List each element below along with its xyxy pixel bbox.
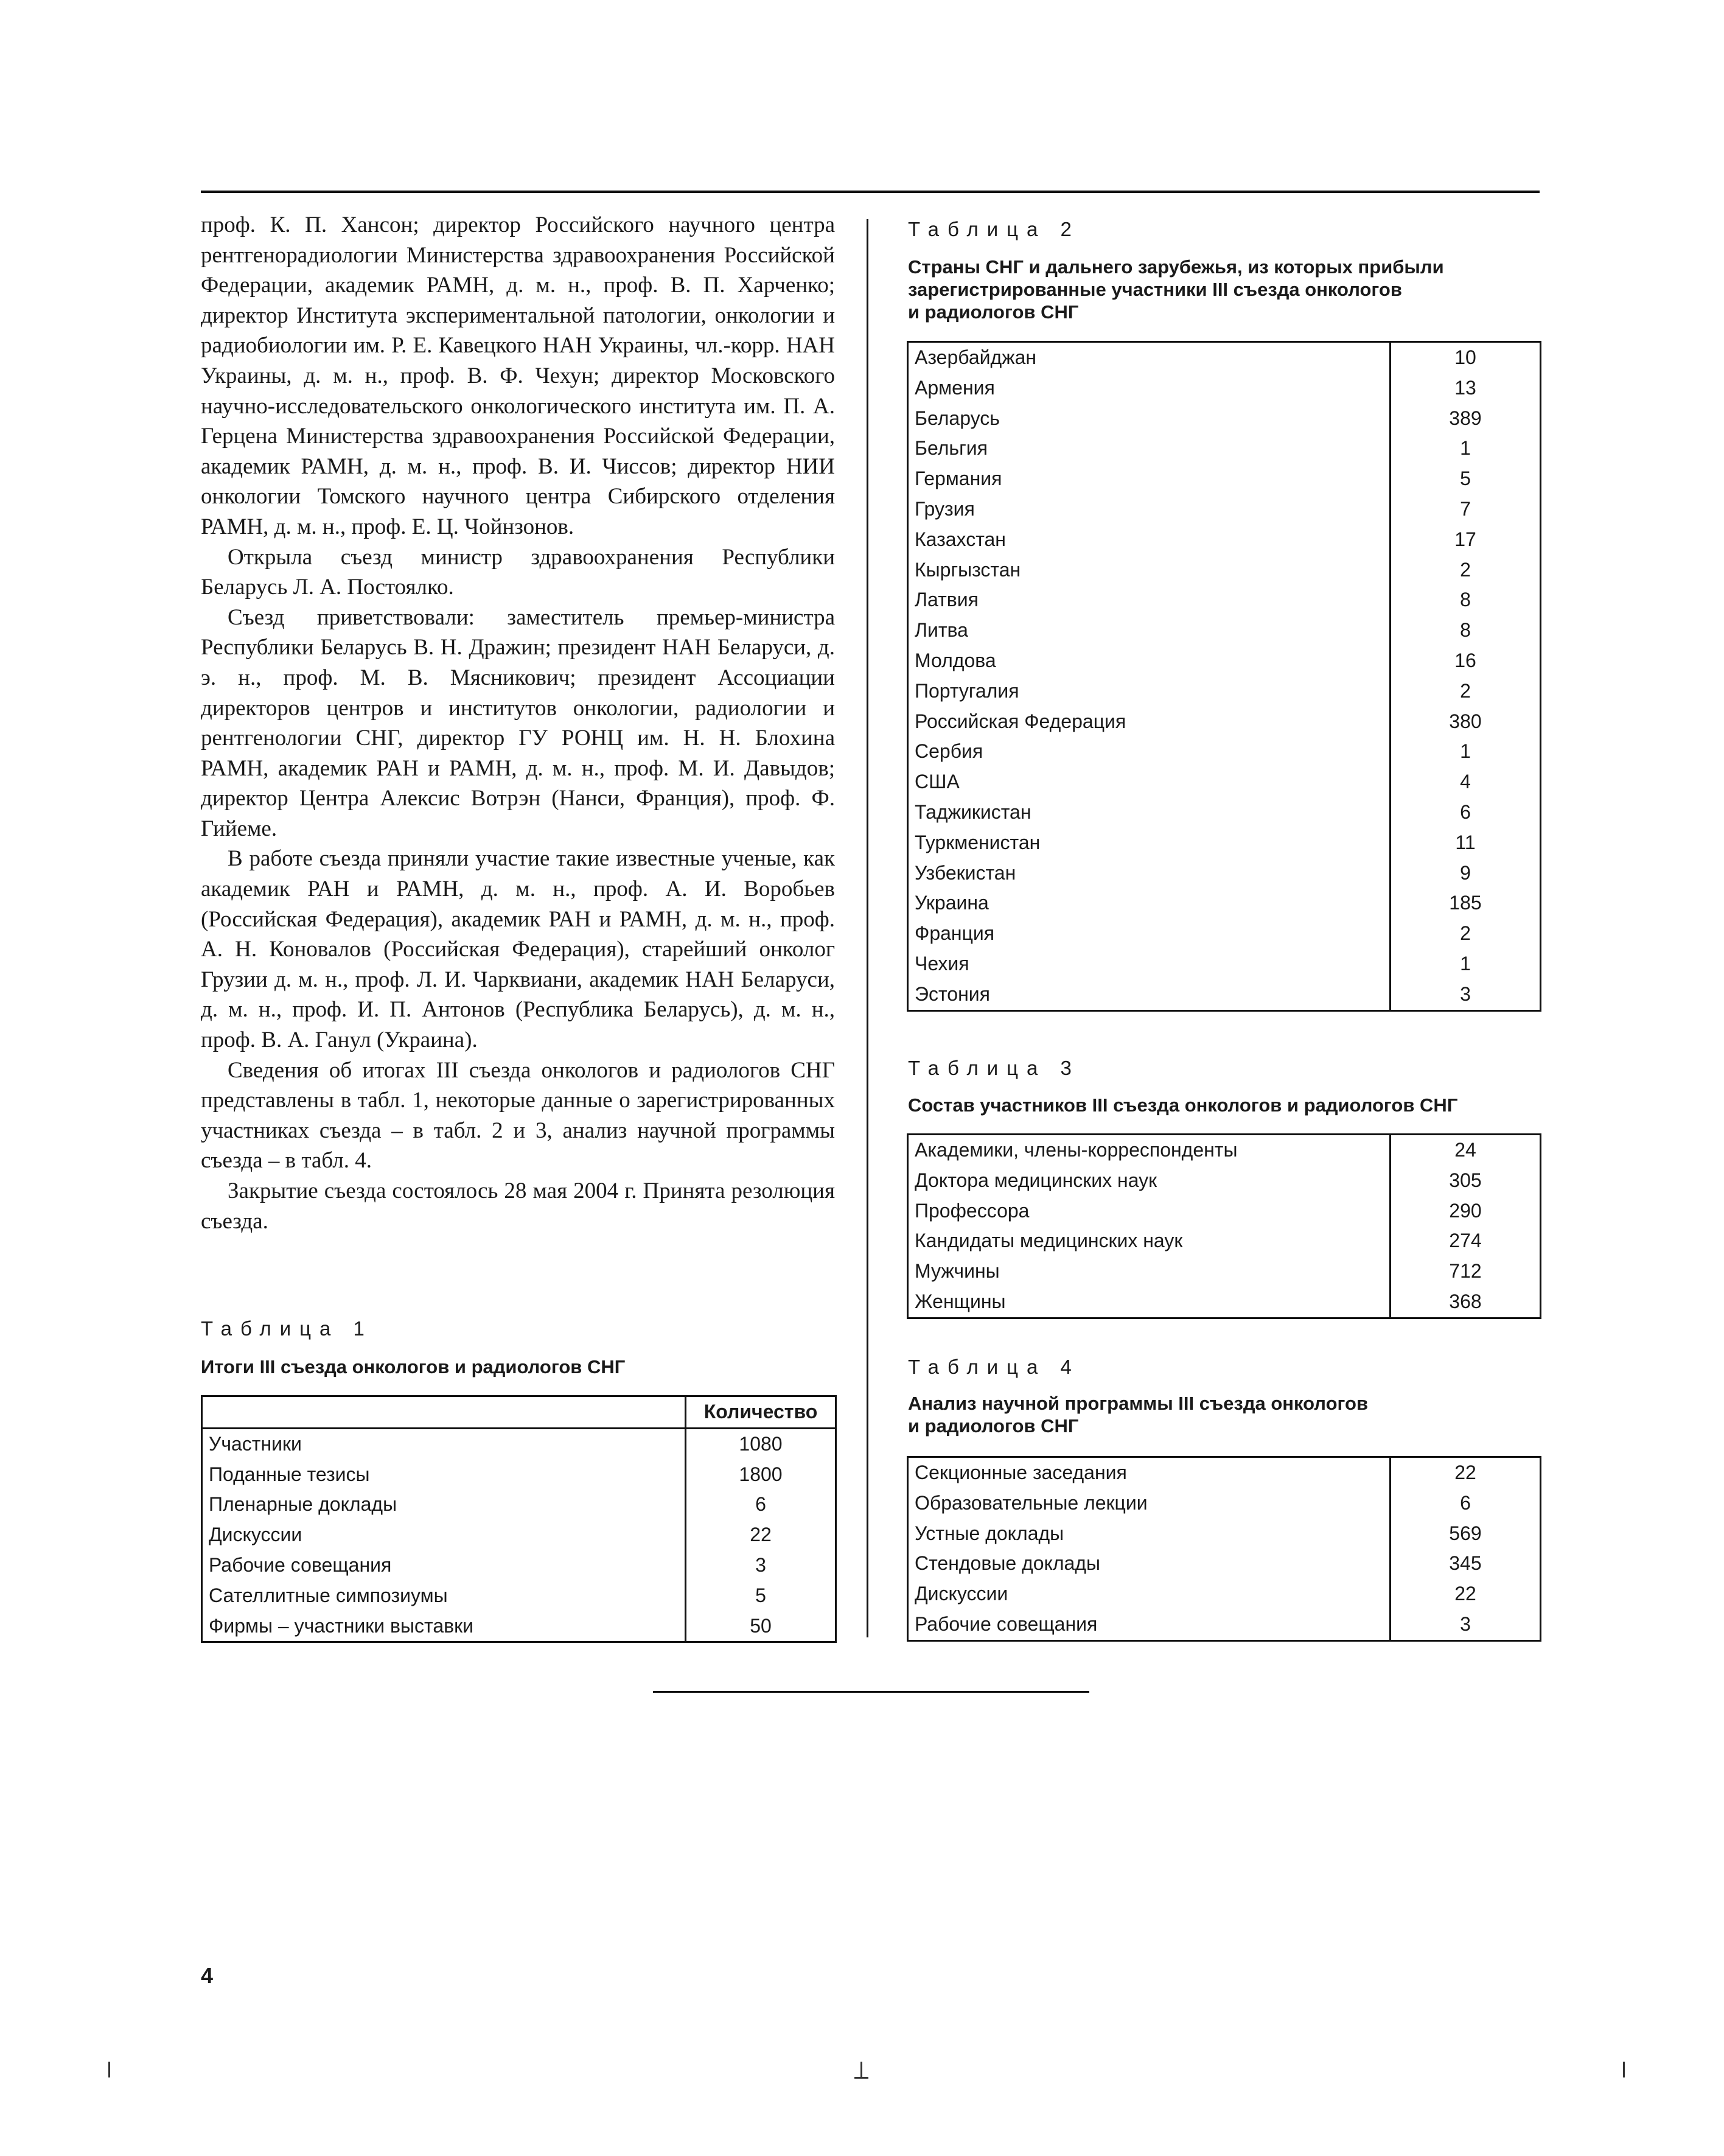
table-row <box>908 585 1541 615</box>
row-value: 3 <box>1391 979 1541 1010</box>
row-label: Литва <box>915 619 968 642</box>
row-label: Мужчины <box>915 1260 1000 1283</box>
table-row <box>908 888 1541 919</box>
row-label: Фирмы – участники выставки <box>209 1614 473 1637</box>
table-row <box>908 828 1541 858</box>
row-value: 569 <box>1391 1519 1541 1549</box>
row-label: Казахстан <box>915 528 1006 550</box>
table-row <box>202 1520 836 1550</box>
title-line: Страны СНГ и дальнего зарубежья, из которых прибыли <box>908 256 1444 278</box>
crop-mark <box>1623 2062 1625 2077</box>
table-row <box>908 555 1541 586</box>
row-label: Чехия <box>915 952 969 975</box>
row-value: 3 <box>686 1550 836 1581</box>
table-row <box>908 404 1541 434</box>
column-divider <box>867 219 868 1637</box>
row-label: Пленарные доклады <box>209 1493 397 1516</box>
row-label: Участники <box>209 1432 302 1455</box>
table-row <box>908 1287 1541 1318</box>
table3-caption: Таблица 3 <box>908 1057 1080 1079</box>
table-row <box>908 1579 1541 1609</box>
row-value: 6 <box>1391 1488 1541 1519</box>
table-row <box>908 342 1541 373</box>
row-value: 8 <box>1391 585 1541 615</box>
table-row <box>202 1611 836 1642</box>
row-label: Сербия <box>915 740 983 763</box>
top-rule <box>201 191 1540 193</box>
table-row <box>908 737 1541 767</box>
paragraph: Сведения об итогах III съезда онкологов и радиологов СНГ представлены в табл. 1, некоторые данные о зарегистрированных участниках съезда – в табл. 2 и 3, анализ научной программы съезда – в табл. 4. <box>201 1057 835 1174</box>
table-row <box>908 1256 1541 1287</box>
row-value: 1 <box>1391 949 1541 979</box>
row-label: Женщины <box>915 1290 1006 1312</box>
row-label: Устные доклады <box>915 1522 1064 1544</box>
row-label: Дискуссии <box>209 1524 302 1546</box>
row-value: 4 <box>1391 767 1541 797</box>
row-value: 3 <box>1391 1609 1541 1640</box>
row-label: Грузия <box>915 497 975 520</box>
row-label: Франция <box>915 922 995 945</box>
row-label: Узбекистан <box>915 861 1016 884</box>
row-label: Доктора медицинских наук <box>915 1169 1157 1191</box>
table2-title <box>908 256 1444 323</box>
row-value: 345 <box>1391 1549 1541 1579</box>
row-value: 7 <box>1391 494 1541 525</box>
row-value: 1 <box>1391 737 1541 767</box>
row-value: 11 <box>1391 828 1541 858</box>
bottom-rule <box>653 1691 1089 1693</box>
row-label: Латвия <box>915 589 979 611</box>
row-value: 17 <box>1391 525 1541 555</box>
row-value: 22 <box>1391 1579 1541 1609</box>
table-row <box>908 1488 1541 1519</box>
title-line: зарегистрированные участники III съезда онкологов <box>908 279 1402 300</box>
table-row <box>908 707 1541 737</box>
row-label: Украина <box>915 892 989 914</box>
table-row <box>908 676 1541 707</box>
row-value: 10 <box>1391 342 1541 373</box>
table-row <box>908 1166 1541 1196</box>
row-label: Профессора <box>915 1199 1030 1222</box>
row-label: Сателлитные симпозиумы <box>209 1584 448 1606</box>
row-label: Российская Федерация <box>915 710 1126 732</box>
row-label: Молдова <box>915 649 996 671</box>
row-label: Таджикистан <box>915 800 1031 823</box>
table-row <box>908 1196 1541 1227</box>
left-column-text <box>201 210 835 1236</box>
table-row <box>908 858 1541 889</box>
row-value: 1 <box>1391 433 1541 464</box>
table-row <box>908 1457 1541 1488</box>
row-label: Образовательные лекции <box>915 1491 1148 1514</box>
table-row <box>908 494 1541 525</box>
paragraph: проф. К. П. Хансон; директор Российского научного центра рентгенорадиологии Министерства здравоохранения Российской Федерации, академик РАМН, д. м. н., проф. В. П. Харченко; директор Института экспериментальной патологии, онкологии и радиобиологии им. Р. Е. Кавецкого НАН Украины, чл.-корр. НАН Украины, д. м. н., проф. В. Ф. Чехун; директор Московского научно-исследовательского онкологического института им. П. А. Герцена Министерства здравоохранения Российской Федерации, академик РАМН, д. м. н., проф. В. И. Чиссов; директор НИИ онкологии Томского научного центра Сибирского отделения РАМН, д. м. н., проф. Е. Ц. Чойнзонов. <box>201 212 835 539</box>
table-row <box>908 919 1541 949</box>
header-quantity: Количество <box>686 1396 836 1429</box>
paragraph: Закрытие съезда состоялось 28 мая 2004 г. Принята резолюция съезда. <box>201 1178 835 1234</box>
row-value: 2 <box>1391 676 1541 707</box>
table1 <box>201 1395 837 1643</box>
row-value: 389 <box>1391 404 1541 434</box>
title-line: Анализ научной программы III съезда онкологов <box>908 1393 1369 1414</box>
row-value: 6 <box>686 1489 836 1520</box>
row-label: Германия <box>915 467 1002 490</box>
table-row <box>202 1428 836 1459</box>
row-value: 16 <box>1391 646 1541 676</box>
row-value: 50 <box>686 1611 836 1642</box>
row-value: 6 <box>1391 797 1541 828</box>
row-value: 712 <box>1391 1256 1541 1287</box>
row-value: 5 <box>1391 464 1541 494</box>
table-row <box>908 1519 1541 1549</box>
table4-caption: Таблица 4 <box>908 1356 1080 1378</box>
row-label: Эстония <box>915 982 990 1005</box>
header-blank-cell <box>202 1396 686 1429</box>
table-row <box>202 1550 836 1581</box>
row-label: Рабочие совещания <box>915 1612 1098 1635</box>
table-row <box>908 464 1541 494</box>
row-value: 305 <box>1391 1166 1541 1196</box>
table-row <box>908 979 1541 1010</box>
row-value: 13 <box>1391 373 1541 404</box>
paragraph: В работе съезда приняли участие такие известные ученые, как академик РАН и РАМН, д. м. н., проф. А. И. Воробьев (Российская Федерация), академик РАН и РАМН, д. м. н., проф. А. Н. Коновалов (Российская Федерация), старейший онколог Грузии д. м. н., проф. Л. И. Чарквиани, академик НАН Беларуси, д. м. н., проф. И. П. Антонов (Республика Беларусь), д. м. н., проф. В. А. Ганул (Украина). <box>201 846 835 1053</box>
table-row <box>202 1581 836 1611</box>
table-row <box>908 1226 1541 1256</box>
row-value: 1800 <box>686 1460 836 1490</box>
table-row <box>908 525 1541 555</box>
table3 <box>907 1133 1541 1319</box>
table2 <box>907 341 1541 1012</box>
row-value: 22 <box>1391 1457 1541 1488</box>
table-row <box>202 1460 836 1490</box>
row-value: 185 <box>1391 888 1541 919</box>
title-line: и радиологов СНГ <box>908 301 1079 323</box>
table-row <box>908 797 1541 828</box>
row-value: 24 <box>1391 1135 1541 1166</box>
paragraph: Съезд приветствовали: заместитель премьер-министра Республики Беларусь В. Н. Дражин; президент НАН Беларуси, д. э. н., проф. М. В. Мясникович; президент Ассоциации директоров центров и институтов онкологии, радиологии и рентгенологии СНГ, директор ГУ РОНЦ им. Н. Н. Блохина РАМН, академик РАН и РАМН, д. м. н., проф. М. И. Давыдов; директор Центра Алексис Вотрэн (Нанси, Франция), проф. Ф. Гийеме. <box>201 604 835 841</box>
row-value: 1080 <box>686 1428 836 1459</box>
table-row <box>908 767 1541 797</box>
table2-caption: Таблица 2 <box>908 218 1080 240</box>
row-label: Рабочие совещания <box>209 1553 392 1576</box>
row-label: Академики, члены-корреспонденты <box>915 1139 1238 1161</box>
row-value: 5 <box>686 1581 836 1611</box>
table-row <box>908 615 1541 646</box>
row-label: Армения <box>915 376 995 399</box>
row-value: 2 <box>1391 919 1541 949</box>
table4-title <box>908 1392 1368 1437</box>
table4 <box>907 1456 1541 1642</box>
table-row <box>908 373 1541 404</box>
table-row <box>202 1489 836 1520</box>
table-row <box>908 433 1541 464</box>
crop-mark <box>854 2077 868 2079</box>
row-label: Туркменистан <box>915 831 1041 853</box>
row-label: Секционные заседания <box>915 1461 1127 1483</box>
row-label: Дискуссии <box>915 1583 1008 1605</box>
table-row <box>908 646 1541 676</box>
row-label: Поданные тезисы <box>209 1463 370 1485</box>
row-value: 368 <box>1391 1287 1541 1318</box>
row-value: 274 <box>1391 1226 1541 1256</box>
row-label: Бельгия <box>915 437 988 460</box>
row-value: 9 <box>1391 858 1541 889</box>
table-row <box>908 949 1541 979</box>
row-label: США <box>915 771 960 793</box>
table1-title: Итоги III съезда онкологов и радиологов СНГ <box>201 1356 626 1377</box>
page-number: 4 <box>201 1963 214 1988</box>
row-value: 22 <box>686 1520 836 1550</box>
crop-mark <box>108 2062 110 2077</box>
row-label: Стендовые доклады <box>915 1552 1100 1575</box>
table1-caption: Таблица 1 <box>201 1317 373 1340</box>
table-row <box>908 1609 1541 1640</box>
row-label: Беларусь <box>915 407 1000 429</box>
row-label: Азербайджан <box>915 346 1037 368</box>
table-row <box>908 1549 1541 1579</box>
title-line: и радиологов СНГ <box>908 1415 1079 1437</box>
table-header-row <box>202 1396 836 1429</box>
table-row <box>908 1135 1541 1166</box>
row-label: Кыргызстан <box>915 558 1021 581</box>
row-label: Кандидаты медицинских наук <box>915 1230 1183 1252</box>
row-label: Португалия <box>915 679 1019 702</box>
row-value: 2 <box>1391 555 1541 586</box>
row-value: 380 <box>1391 707 1541 737</box>
row-value: 290 <box>1391 1196 1541 1227</box>
crop-mark <box>860 2062 862 2077</box>
table3-title: Состав участников III съезда онкологов и радиологов СНГ <box>908 1094 1458 1116</box>
row-value: 8 <box>1391 615 1541 646</box>
paragraph: Открыла съезд министр здравоохранения Республики Беларусь Л. А. Постоялко. <box>201 544 835 600</box>
